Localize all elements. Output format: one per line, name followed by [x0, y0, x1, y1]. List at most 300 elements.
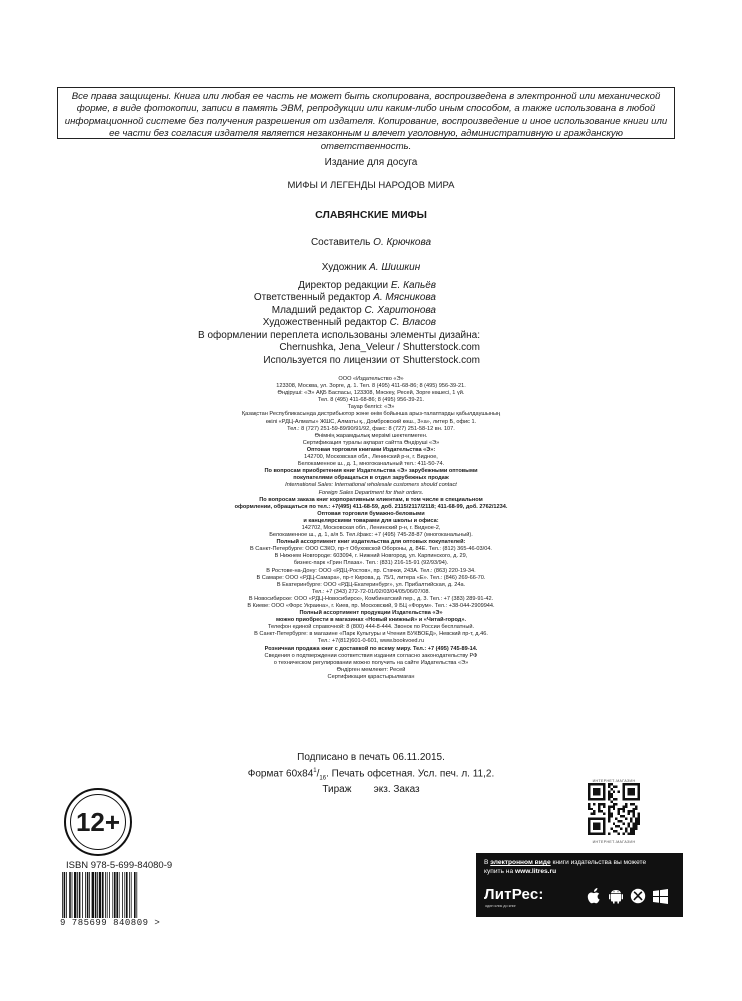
qr-module [623, 795, 625, 797]
qr-module [630, 788, 632, 790]
qr-module [623, 790, 625, 792]
qr-module [603, 828, 605, 830]
qr-module [638, 790, 640, 792]
qr-module [618, 810, 620, 812]
qr-module [630, 828, 632, 830]
qr-module [618, 820, 620, 822]
barcode-bar [134, 872, 136, 918]
qr-module [588, 785, 590, 787]
imprint-line: ООО «Издательство «Э» [338, 376, 404, 382]
imprint-line: бизнес-парк «Грин Плаза». Тел.: (831) 216-15-91 (92/93/94). [293, 560, 449, 567]
staff-name: С. Власов [389, 316, 436, 328]
qr-module [630, 820, 632, 822]
qr-module [595, 788, 597, 790]
illustrator-name: А. Шишкин [369, 262, 421, 273]
qr-module [633, 798, 635, 800]
format-line: Формат $60x84^1/_{16}$. Печать офсетная. Усл. печ. л. 11,2. [247, 767, 495, 781]
qr-module [638, 783, 640, 785]
litres-slogan: один клик до книг [485, 904, 516, 908]
qr-module [628, 788, 630, 790]
imprint-line: Розничная продажа книг с доставкой по всему миру. Тел.: +7 (495) 745-89-14. [264, 645, 478, 652]
qr-module [598, 803, 600, 805]
design-credit-line: Используется по лицензии от Shutterstock.com [263, 354, 480, 366]
barcode-bar [122, 872, 123, 918]
staff-role: Младший редактор [271, 304, 362, 316]
qr-module [615, 803, 617, 805]
barcode-bar [116, 872, 118, 918]
barcode-bar [129, 872, 130, 918]
qr-module [595, 798, 597, 800]
qr-module [613, 830, 615, 832]
qr-module [635, 823, 637, 825]
barcode-bar [66, 872, 67, 918]
qr-module [620, 828, 622, 830]
qr-module [603, 830, 605, 832]
imprint-line: Белокаменное ш., д. 1, а/я 5. Тел./факс: +7 (495) 745-28-87 (многоканальный). [269, 532, 473, 539]
imprint-line: Қазақстан Республикасында дистрибьютор және өнім бойынша арыз-талаптарды қабылдаушының [241, 411, 501, 418]
qr-module [588, 788, 590, 790]
imprint-line: 142700, Московская обл., Ленинский р-н, г. Видное, [304, 454, 438, 461]
compiler-line [0, 237, 742, 250]
qr-module [598, 828, 600, 830]
barcode-bar [119, 872, 120, 918]
qr-module [630, 830, 632, 832]
qr-module [603, 813, 605, 815]
qr-module [628, 783, 630, 785]
qr-module [603, 803, 605, 805]
qr-module [600, 803, 602, 805]
qr-module [608, 815, 610, 817]
qr-module [598, 810, 600, 812]
qr-module [633, 793, 635, 795]
qr-module [595, 828, 597, 830]
imprint-line: өкілі «РДЦ-Алматы» ЖШС, Алматы қ., Домбровский көш., 3«а», литер Б, офис 1. [265, 418, 477, 425]
imprint-line: можно приобрести в магазинах «Новый книжный» и «Читай-город». [275, 617, 467, 624]
qr-module [588, 825, 590, 827]
qr-module [608, 808, 610, 810]
qr-module [633, 810, 635, 812]
qr-label-top: ИНТЕРНЕТ-МАГАЗИН [592, 779, 636, 783]
qr-module [635, 825, 637, 827]
imprint-line: Өндірген мемлекет: Ресей [336, 666, 406, 673]
qr-module [598, 788, 600, 790]
qr-module [628, 793, 630, 795]
qr-module [628, 813, 630, 815]
qr-module [590, 798, 592, 800]
barcode-bar [99, 872, 101, 918]
qr-module [633, 808, 635, 810]
platform-icons [586, 888, 668, 904]
staff-role: Художественный редактор [262, 316, 387, 328]
qr-module [595, 793, 597, 795]
qr-module [593, 790, 595, 792]
qr-module [623, 810, 625, 812]
litres-banner[interactable] [476, 853, 683, 917]
barcode-digits: 9 785699 840809 > [60, 918, 161, 928]
barcode-bar [77, 872, 78, 918]
qr-module [603, 818, 605, 820]
barcode-bar [131, 872, 132, 918]
imprint-line: покупателями обращаться в отдел зарубежных продаж [293, 475, 449, 482]
qr-code-icon [586, 783, 642, 835]
qr-module [600, 783, 602, 785]
qr-module [598, 825, 600, 827]
qr-module [638, 785, 640, 787]
qr-module [588, 818, 590, 820]
qr-module [595, 790, 597, 792]
edition-type [0, 157, 742, 170]
litres-text [484, 858, 646, 876]
qr-module [635, 828, 637, 830]
qr-module [603, 798, 605, 800]
barcode-bar [136, 872, 137, 918]
qr-module [603, 833, 605, 835]
barcode-bar [114, 872, 116, 918]
qr-module [623, 815, 625, 817]
barcode-bar [69, 872, 71, 918]
qr-module [623, 798, 625, 800]
staff-credits [200, 280, 436, 329]
qr-module [608, 818, 610, 820]
barcode-bar [87, 872, 89, 918]
xbox-icon [630, 888, 646, 904]
book-title [0, 209, 742, 221]
rights-notice-text: Все права защищены. Книга или любая ее часть не может быть скопирована, воспроизведена в электронной или механической форме, в виде фотокопии, записи в память ЭВМ, репродукции или каким-либо иным способом, а также использована в любой информационной системе без получения разрешения от издателя. Копирование, воспроизведение и иное использование книги или ее части без согласия издателя является незаконным и влечет уголовную, административную и гражданскую ответственность. [64, 91, 668, 152]
barcode-bar [85, 872, 86, 918]
qr-module [588, 820, 590, 822]
qr-module [603, 805, 605, 807]
qr-module [628, 810, 630, 812]
qr-module [623, 783, 625, 785]
qr-module [638, 815, 640, 817]
qr-module [615, 785, 617, 787]
qr-module [588, 795, 590, 797]
qr-module [603, 823, 605, 825]
imprint-line: Тел. 8 (495) 411-68-86; 8 (495) 956-39-21. [317, 397, 425, 404]
qr-module [608, 795, 610, 797]
qr-module [633, 825, 635, 827]
qr-module [598, 823, 600, 825]
qr-module [628, 825, 630, 827]
qr-module [610, 788, 612, 790]
qr-module [625, 805, 627, 807]
qr-module [593, 818, 595, 820]
qr-module [593, 828, 595, 830]
qr-module [635, 808, 637, 810]
imprint-line: В Новосибирске: ООО «РДЦ-Новосибирск», Комбинатский пер., д. 3. Тел.: +7 (383) 289-91-42. [248, 595, 494, 602]
qr-module [593, 788, 595, 790]
qr-module [633, 788, 635, 790]
qr-module [600, 818, 602, 820]
qr-module [613, 808, 615, 810]
qr-module [623, 785, 625, 787]
qr-module [630, 793, 632, 795]
qr-module [633, 828, 635, 830]
qr-module [603, 788, 605, 790]
qr-module [615, 825, 617, 827]
qr-module [608, 810, 610, 812]
compiler-label: Составитель [310, 237, 371, 248]
qr-module [608, 798, 610, 800]
qr-module [590, 833, 592, 835]
qr-module [600, 810, 602, 812]
imprint-line: Оптовая торговля книгами Издательства «Э»: [306, 446, 436, 453]
qr-module [633, 783, 635, 785]
compiler-name: О. Крючкова [373, 237, 432, 248]
imprint-block [0, 376, 742, 681]
qr-module [630, 783, 632, 785]
qr-module [595, 825, 597, 827]
litres-url[interactable]: www.litres.ru [514, 868, 557, 875]
qr-module [588, 790, 590, 792]
qr-module [595, 818, 597, 820]
qr-module [593, 833, 595, 835]
staff-line [200, 292, 436, 304]
qr-module [633, 790, 635, 792]
qr-module [623, 793, 625, 795]
illustrator-label: Художник [321, 262, 367, 273]
edition-type-text: Издание для досуга [324, 157, 418, 168]
imprint-line: Тауар белгісі: «Э» [347, 404, 395, 411]
qr-module [638, 795, 640, 797]
age-rating-ring [70, 794, 126, 850]
imprint-line: International Sales: International wholesale customers should contact [285, 482, 457, 489]
litres-logo: ЛитРес: [484, 886, 544, 903]
barcode-bar [92, 872, 94, 918]
qr-module [593, 825, 595, 827]
qr-module [613, 803, 615, 805]
imprint-line: 123308, Москва, ул. Зорге, д. 1. Тел. 8 (495) 411-68-86; 8 (495) 956-39-21. [276, 383, 466, 390]
qr-module [600, 798, 602, 800]
imprint-line: Өнімнің жарамдылық мерзімі шектелмеген. [314, 432, 428, 439]
barcode-bar [112, 872, 113, 918]
imprint-line: В Санкт-Петербурге: в магазине «Парк Культуры и Чтения БУКВОЕД», Невский пр-т, д.46. [254, 631, 488, 638]
imprint-line: В Киеве: ООО «Форс Украина», г. Киев, пр. Московский, 9 БЦ «Форум». Тел.: +38-044-2909944. [247, 603, 495, 609]
staff-line [200, 305, 436, 317]
staff-role: Директор редакции [298, 280, 389, 291]
windows-icon [652, 888, 668, 904]
staff-role: Ответственный редактор [253, 292, 371, 304]
qr-module [588, 830, 590, 832]
imprint-line: 142702, Московская обл., Ленинский р-н, г. Видное-2, [301, 524, 441, 531]
age-rating-text: 12+ [75, 806, 121, 837]
qr-module [590, 808, 592, 810]
qr-module [633, 815, 635, 817]
qr-module [635, 805, 637, 807]
qr-module [633, 830, 635, 832]
qr-module [588, 823, 590, 825]
qr-module [630, 798, 632, 800]
qr-module [588, 805, 590, 807]
qr-module [638, 813, 640, 815]
staff-name: Е. Капьёв [390, 280, 436, 291]
qr-module [625, 798, 627, 800]
qr-module [613, 785, 615, 787]
qr-module [628, 790, 630, 792]
barcode-bar [74, 872, 76, 918]
imprint-line: В Нижнем Новгороде: 603094, г. Нижний Новгород, ул. Карпинского, д. 29, [274, 553, 468, 560]
qr-module [608, 793, 610, 795]
qr-module [623, 788, 625, 790]
qr-module [588, 783, 590, 785]
barcode-bar [79, 872, 81, 918]
design-credit-line: Chernushka, Jena_Veleur / Shutterstock.com [279, 342, 480, 354]
qr-module [590, 818, 592, 820]
qr-module [608, 820, 610, 822]
android-icon [608, 888, 624, 904]
imprint-line: Foreign Sales Department for their orders. [318, 489, 424, 496]
imprint-line: оформлении, обращаться по тел.: +7(495) 411-68-59, доб. 2115/2117/2118; 411-68-99, доб. 2762/1234. [234, 503, 508, 510]
qr-module [608, 833, 610, 835]
imprint-line: Полный ассортимент книг издательства для оптовых покупателей: [276, 539, 466, 546]
imprint-line: Сведения о подтверждении соответствия издания согласно законодательству РФ [264, 652, 478, 659]
qr-module [613, 798, 615, 800]
imprint-line: В Ростове-на-Дону: ООО «РДЦ-Ростов», пр. Стачки, 243А. Тел.: (863) 220-19-34. [266, 567, 476, 574]
qr-module [593, 793, 595, 795]
qr-module [598, 808, 600, 810]
imprint-line: и канцелярскими товарами для школы и офиса: [303, 517, 439, 524]
qr-module [610, 815, 612, 817]
qr-module [610, 800, 612, 802]
qr-module [633, 803, 635, 805]
qr-module [610, 828, 612, 830]
qr-module [610, 793, 612, 795]
qr-module [635, 818, 637, 820]
imprint-line: В Екатеринбурге: ООО «РДЦ-Екатеринбург», ул. Прибалтийская, д. 24а. [276, 581, 466, 588]
series-title [0, 180, 742, 193]
book-title-text: СЛАВЯНСКИЕ МИФЫ [315, 209, 427, 221]
qr-module [598, 805, 600, 807]
qr-module [625, 830, 627, 832]
qr-module [608, 785, 610, 787]
imprint-line: Тел.: +7 (343) 272-72-01/02/03/04/05/06/07/08. [312, 588, 430, 595]
qr-module [638, 820, 640, 822]
qr-module [593, 823, 595, 825]
barcode-image [60, 872, 160, 918]
qr-module [603, 790, 605, 792]
imprint-line: Оптовая торговля бумажно-беловыми [317, 510, 425, 517]
imprint-line: Полный ассортимент продукции Издательства «Э» [299, 610, 443, 617]
qr-module [603, 793, 605, 795]
qr-module [635, 820, 637, 822]
imprint-line: Телефон единой справочной: 8 (800) 444-8-444. Звонок по России бесплатный. [267, 624, 475, 631]
qr-module [598, 790, 600, 792]
staff-name: А. Мясникова [373, 292, 436, 304]
qr-module [618, 808, 620, 810]
qr-module [638, 823, 640, 825]
barcode-bar [97, 872, 98, 918]
qr-module [630, 803, 632, 805]
qr-module [600, 833, 602, 835]
barcode-bar [95, 872, 97, 918]
design-credit-line: В оформлении переплета использованы элементы дизайна: [198, 330, 480, 341]
qr-module [610, 805, 612, 807]
imprint-line: Сертификация қарастырылмаған [327, 673, 415, 680]
qr-module [598, 783, 600, 785]
qr-module [595, 833, 597, 835]
qr-module [625, 818, 627, 820]
qr-module [603, 820, 605, 822]
qr-module [633, 823, 635, 825]
litres-line1-a: В [484, 859, 491, 866]
qr-module [588, 798, 590, 800]
qr-module [630, 833, 632, 835]
qr-module [595, 823, 597, 825]
barcode-bar [89, 872, 90, 918]
qr-module [598, 818, 600, 820]
qr-module [628, 823, 630, 825]
qr-module [620, 820, 622, 822]
imprint-line: о техническом регулировании можно получить на сайте Издательства «Э» [273, 659, 469, 666]
qr-module [615, 798, 617, 800]
imprint-line: Тел.: +7(812)601-0-601, www.bookvoed.ru [317, 638, 425, 645]
signed-date: Подписано в печать 06.11.2015. [297, 752, 445, 763]
qr-module [630, 790, 632, 792]
staff-line [200, 317, 436, 329]
qr-module [625, 828, 627, 830]
imprint-line: Өндіруші: «Э» АҚБ Баспасы, 123308, Мәскеу, Ресей, Зорге көшесі, 1 үй. [277, 390, 465, 397]
qr-module [618, 825, 620, 827]
qr-module [623, 805, 625, 807]
qr-module [588, 833, 590, 835]
qr-module [613, 805, 615, 807]
qr-module [603, 825, 605, 827]
qr-module [610, 783, 612, 785]
print-run: Тираж экз. Заказ [322, 784, 420, 796]
qr-module [610, 813, 612, 815]
qr-module [630, 818, 632, 820]
qr-module [598, 798, 600, 800]
format-rest: . Печать офсетная. Усл. печ. л. 11,2. [326, 767, 495, 779]
qr-module [610, 795, 612, 797]
barcode-bar [64, 872, 66, 918]
qr-module [608, 805, 610, 807]
barcode-bar [109, 872, 110, 918]
barcode-bar [102, 872, 104, 918]
shop-qr-code[interactable] [586, 779, 642, 844]
qr-module [633, 813, 635, 815]
qr-module [628, 798, 630, 800]
imprint-line: Тел.: 8 (727) 251-59-89/90/91/92, факс: 8 (727) 251-58-12 вн. 107. [287, 425, 455, 432]
qr-module [630, 810, 632, 812]
qr-module [595, 783, 597, 785]
imprint-line: В Самаре: ООО «РДЦ-Самара», пр-т Кирова, д. 75/1, литера «Е». Тел.: (846) 269-66-70. [256, 574, 486, 581]
qr-module [593, 783, 595, 785]
qr-module [623, 833, 625, 835]
qr-module [623, 808, 625, 810]
litres-line2-a: купить на [484, 868, 515, 875]
qr-module [618, 833, 620, 835]
rights-notice [57, 87, 675, 152]
qr-module [590, 783, 592, 785]
barcode-bar [105, 872, 106, 918]
qr-module [588, 793, 590, 795]
qr-module [603, 795, 605, 797]
qr-module [620, 808, 622, 810]
imprint-line: Сертификация туралы ақпарат сайтта Өндіруші «Э» [302, 439, 440, 446]
isbn-text: ISBN 978-5-699-84080-9 [66, 860, 173, 871]
barcode-bar [126, 872, 128, 918]
qr-module [615, 830, 617, 832]
qr-module [598, 833, 600, 835]
qr-module [593, 813, 595, 815]
qr-module [628, 833, 630, 835]
qr-module [633, 833, 635, 835]
qr-module [618, 813, 620, 815]
qr-module [588, 828, 590, 830]
barcode-bar [124, 872, 125, 918]
qr-module [613, 823, 615, 825]
